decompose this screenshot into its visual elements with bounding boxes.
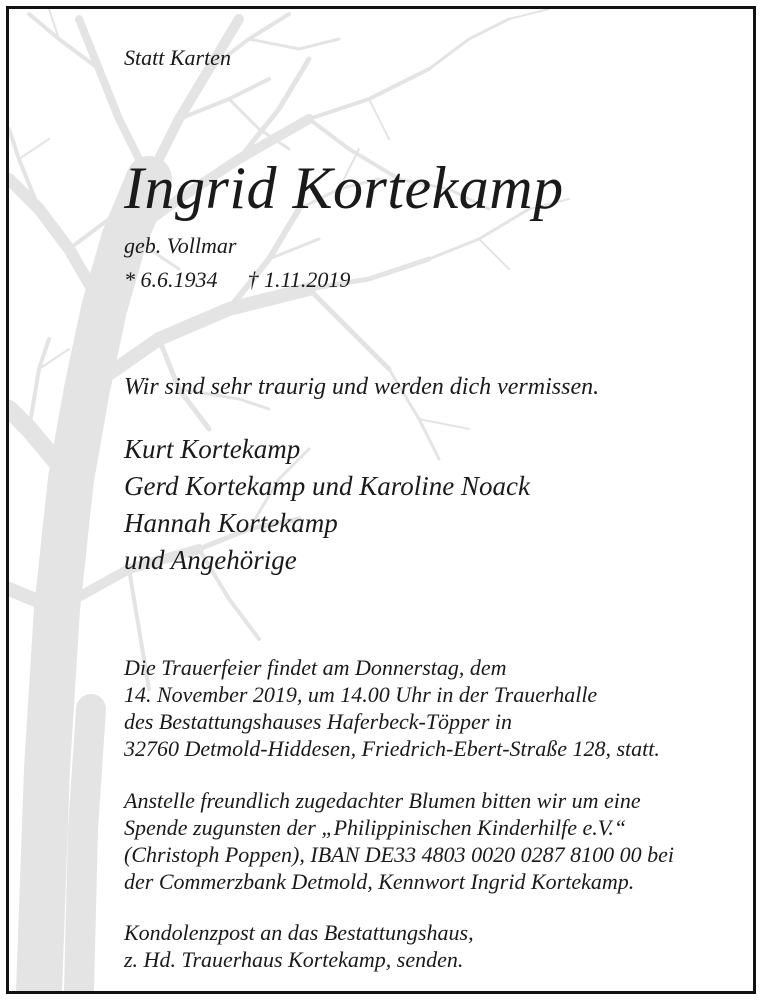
obituary-frame [6,6,756,994]
life-dates [124,267,350,293]
funeral-info-line: 14. November 2019, um 14.00 Uhr in der Trauerhalle [124,682,598,707]
funeral-info-line: 32760 Detmold-Hiddesen, Friedrich-Ebert-Straße 128, statt. [124,736,660,761]
donation-info-line: Spende zugunsten der „Philippinischen Kinderhilfe e.V.“ [124,815,627,840]
donation-info-line: Anstelle freundlich zugedachter Blumen bitten wir um eine [124,788,641,813]
funeral-info-line: des Bestattungshauses Haferbeck-Töpper in [124,709,512,734]
mourning-message: Wir sind sehr traurig und werden dich vermissen. [124,374,600,400]
condolence-info-line: Kondolenzpost an das Bestattungshaus, [124,920,474,945]
condolence-info-line: z. Hd. Trauerhaus Kortekamp, senden. [124,947,464,972]
mourner-line: Gerd Kortekamp und Karoline Noack [124,471,530,501]
mourner-line: Kurt Kortekamp [124,434,301,464]
statt-karten-text: Statt Karten [124,45,231,70]
birth-date: * 6.6.1934 [124,267,218,292]
birth-name: geb. Vollmar [124,233,237,258]
deceased-name: Ingrid Kortekamp [124,155,564,221]
mourner-line: und Angehörige [124,545,297,575]
mourner-line: Hannah Kortekamp [124,508,338,538]
death-date: † 1.11.2019 [247,267,351,292]
donation-info-line: (Christoph Poppen), IBAN DE33 4803 0020 0287 8100 00 bei [124,842,674,867]
funeral-info-line: Die Trauerfeier findet am Donnerstag, dem [124,655,507,680]
donation-info-line: der Commerzbank Detmold, Kennwort Ingrid Kortekamp. [124,869,635,894]
